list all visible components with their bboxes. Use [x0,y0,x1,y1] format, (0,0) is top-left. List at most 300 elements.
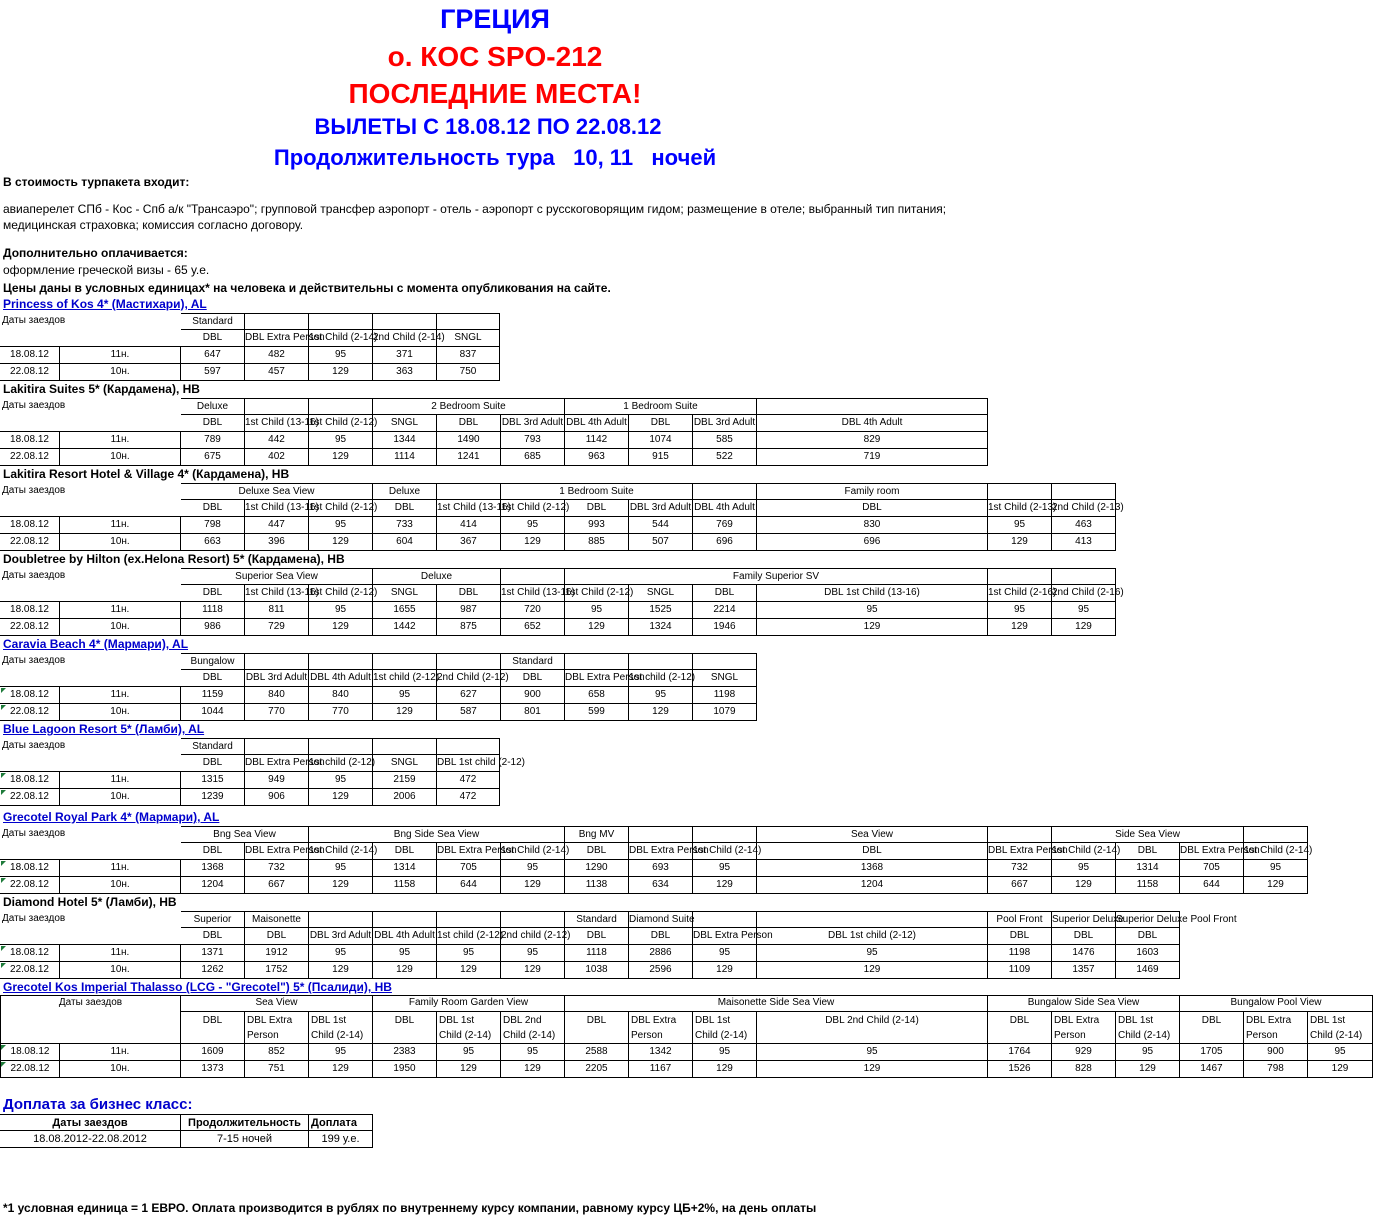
table-cell: 129 [1116,1061,1180,1078]
table-header-cell [0,500,181,517]
table-cell: 693 [629,860,693,877]
cell-marker-icon [1,1062,6,1067]
header-line-1: DBL Extra [631,1015,677,1026]
table-header-cell: DBL [181,585,245,602]
table-cell: 95 [309,602,373,619]
table-header-cell [501,568,565,585]
hotel-title: Doubletree by Hilton (ex.Helona Resort) 5* (Кардамена), HB [3,552,345,566]
table-cell: 129 [1052,619,1116,636]
table-header-cell: DBL [181,670,245,687]
table-header-cell [565,1012,629,1044]
table-cell: 95 [309,860,373,877]
table-header-cell: 1st Child (13-16) [501,585,565,602]
table-cell: 10н. [60,619,181,636]
table-header-cell: 1st Child (2-14) [309,843,373,860]
table-cell: 129 [693,962,757,979]
table-cell: 10н. [60,449,181,466]
table-cell: 95 [1244,860,1308,877]
header-line-2: Person [1246,1030,1278,1041]
table-cell: 798 [1244,1061,1308,1078]
table-cell: 1314 [1116,860,1180,877]
header-line-1: DBL 1st [439,1015,475,1026]
table-cell: 915 [629,449,693,466]
hotel-title: Lakitira Suites 5* (Кардамена), HB [3,382,200,396]
table-cell: 1609 [181,1044,245,1061]
table-header-cell: DBL [181,330,245,347]
table-header-cell [693,1012,757,1044]
table-header-cell: DBL [1116,928,1180,945]
table-cell: 129 [757,1061,988,1078]
table-cell: 129 [629,704,693,721]
table-cell: 18.08.12 [0,945,60,962]
header-line-2: Child (2-14) [311,1030,364,1041]
table-cell: 22.08.12 [0,364,60,381]
table-cell: 129 [1308,1061,1373,1078]
table-header-cell: DBL [373,500,437,517]
table-header-cell: DBL 3rd Adult [309,928,373,945]
cell-marker-icon [1,1045,6,1050]
header-line-1: DBL Extra [1054,1015,1100,1026]
table-cell: 1655 [373,602,437,619]
header-line-1: DBL 1st [1310,1015,1346,1026]
table-header-cell [309,911,373,928]
table-header-cell: 1st Child (2-12) [309,500,373,517]
table-cell: 22.08.12 [0,962,60,979]
header-line-1: DBL [202,1015,223,1026]
table-header-cell [309,653,373,670]
table-cell: 11н. [60,687,181,704]
table-cell: 644 [1180,877,1244,894]
table-header-cell [437,1012,501,1044]
table-cell: 414 [437,517,501,534]
table-cell: 1198 [693,687,757,704]
table-header-cell: Superior [181,911,245,928]
cell-marker-icon [1,773,6,778]
table-cell: 1109 [988,962,1052,979]
table-cell: 11н. [60,602,181,619]
table-header-cell [0,415,181,432]
table-header-cell [0,330,181,347]
included-title: В стоимость турпакета входит: [3,175,190,189]
table-cell: 647 [181,347,245,364]
table-header-cell: 1st Child (2-14) [1052,843,1116,860]
table-cell: 719 [757,449,988,466]
table-cell: 828 [1052,1061,1116,1078]
table-cell: 770 [245,704,309,721]
table-header-cell: SNGL [373,755,437,772]
table-header-cell: DBL Extra Person [693,928,757,945]
header-line-1: DBL [394,1015,415,1026]
table-cell: 685 [501,449,565,466]
header-line-1: DBL [586,1015,607,1026]
table-header-cell: SNGL [437,330,500,347]
table-header-cell [373,911,437,928]
title-country: ГРЕЦИЯ [440,4,550,34]
table-cell: 2006 [373,789,437,806]
table-cell: 1239 [181,789,245,806]
table-cell: 1950 [373,1061,437,1078]
table-cell: 1198 [988,945,1052,962]
table-cell: 129 [693,877,757,894]
header-line-1: DBL [1009,1015,1030,1026]
hotel-title[interactable]: Blue Lagoon Resort 5* (Ламби), AL [3,722,205,736]
table-header-cell [181,1012,245,1044]
table-cell: 1752 [245,962,309,979]
hotel-title[interactable]: Princess of Kos 4* (Мастихари), AL [3,297,207,311]
table-cell: 830 [757,517,988,534]
table-cell: 129 [309,619,373,636]
table-cell: 95 [565,602,629,619]
table-cell: 993 [565,517,629,534]
table-header-cell [693,483,757,500]
table-cell: 1371 [181,945,245,962]
table-header-cell [1052,568,1116,585]
table-header-cell: Pool Front [988,911,1052,928]
table-header-cell: Deluxe [181,398,245,415]
table-cell: 95 [693,1044,757,1061]
table-cell: 442 [245,432,309,449]
table-cell: 1946 [693,619,757,636]
table-header-cell [437,653,501,670]
table-header-cell [0,928,181,945]
table-header-cell: Family room [757,483,988,500]
table-header-cell: DBL Extra Person [245,843,309,860]
table-header-cell: Даты заездов [2,400,66,411]
table-cell: 129 [501,877,565,894]
table-header-cell: DBL 3rd Adult [693,415,757,432]
table-cell: 129 [501,962,565,979]
table-cell: 1705 [1180,1044,1244,1061]
table-cell: 11н. [60,945,181,962]
table-header-cell: 2nd child (2-12) [501,928,565,945]
header-line-1: DBL 1st [311,1015,347,1026]
table-cell: 2596 [629,962,693,979]
table-header-cell: DBL [629,415,693,432]
table-cell: 95 [501,1044,565,1061]
table-header-cell: DBL 4th Adult [373,928,437,945]
table-cell: 2383 [373,1044,437,1061]
table-header-cell: Deluxe [373,568,501,585]
table-cell: 10н. [60,789,181,806]
table-header-cell: 1st Child (2-12) [309,415,373,432]
table-header-cell: SNGL [629,585,693,602]
table-cell: 1074 [629,432,693,449]
table-cell: 129 [988,534,1052,551]
table-header-cell [1052,1012,1116,1044]
table-cell: 1158 [1116,877,1180,894]
table-header-cell: 1st child (2-12) [629,670,693,687]
table-cell: 1912 [245,945,309,962]
table-header-cell: Даты заездов [2,740,66,751]
table-cell: 949 [245,772,309,789]
table-header-cell [693,826,757,843]
table-header-cell: 1 Bedroom Suite [565,398,757,415]
table-cell: 963 [565,449,629,466]
table-cell: 2159 [373,772,437,789]
table-header-cell [373,1012,437,1044]
table-cell: 95 [1052,602,1116,619]
table-header-cell: Даты заездов [2,315,66,326]
table-header-cell: DBL [437,415,501,432]
hotel-title: Diamond Hotel 5* (Ламби), HB [3,895,177,909]
table-cell: 95 [693,860,757,877]
table-cell: 1158 [373,877,437,894]
table-header-cell [0,670,181,687]
table-cell: 900 [501,687,565,704]
table-cell: 587 [437,704,501,721]
table-header-cell: Bungalow Pool View [1180,995,1373,1012]
table-cell: 10н. [60,704,181,721]
business-header-dates: Даты заездов [0,1114,181,1131]
table-header-cell: DBL 1st child (2-12) [757,928,988,945]
table-cell: 1342 [629,1044,693,1061]
cell-marker-icon [1,963,6,968]
table-cell: 129 [309,449,373,466]
table-cell: 652 [501,619,565,636]
table-header-cell: DBL Extra Person [629,843,693,860]
table-header-cell: SNGL [373,585,437,602]
table-cell: 10н. [60,962,181,979]
table-cell: 129 [309,877,373,894]
table-cell: 129 [757,619,988,636]
table-header-cell: DBL [245,928,309,945]
table-cell: 732 [245,860,309,877]
business-cell-price: 199 у.е. [309,1131,373,1148]
table-cell: 95 [1116,1044,1180,1061]
table-header-cell: DBL [988,928,1052,945]
table-header-cell: DBL [629,928,693,945]
table-header-cell [373,313,437,330]
table-cell: 599 [565,704,629,721]
table-cell: 11н. [60,432,181,449]
table-cell: 627 [437,687,501,704]
table-header-cell [309,738,373,755]
table-cell: 95 [309,945,373,962]
table-header-cell: Superior Deluxe [1052,911,1116,928]
table-cell: 1368 [181,860,245,877]
table-header-cell: DBL [565,928,629,945]
table-cell: 1241 [437,449,501,466]
table-cell: 852 [245,1044,309,1061]
table-header-cell: Sea View [181,995,373,1012]
table-cell: 22.08.12 [0,789,60,806]
table-cell: 1344 [373,432,437,449]
table-cell: 129 [757,962,988,979]
table-header-cell: Standard [181,738,245,755]
extra-title: Дополнительно оплачивается: [3,246,188,260]
table-header-cell [373,653,437,670]
table-cell: 482 [245,347,309,364]
table-cell: 798 [181,517,245,534]
table-header-cell: DBL Extra Person [1180,843,1244,860]
table-cell: 413 [1052,534,1116,551]
table-cell: 472 [437,789,500,806]
table-header-cell: DBL [693,585,757,602]
table-cell: 18.08.12 [0,602,60,619]
table-cell: 10н. [60,1061,181,1078]
cell-marker-icon [1,946,6,951]
table-header-cell [988,483,1052,500]
table-cell: 11н. [60,517,181,534]
table-cell: 667 [988,877,1052,894]
table-header-cell: DBL Extra Person [245,330,309,347]
table-header-cell: 1st Child (2-14) [501,843,565,860]
table-cell: 1079 [693,704,757,721]
table-header-cell: DBL 4th Adult [693,500,757,517]
table-header-cell: Standard [181,313,245,330]
table-header-cell [309,313,373,330]
table-header-cell [1180,1012,1244,1044]
table-header-cell: DBL 3rd Adult [629,500,693,517]
table-header-cell [629,653,693,670]
table-header-cell [629,1012,693,1044]
table-header-cell: Bng Side Sea View [309,826,565,843]
table-cell: 129 [309,789,373,806]
table-cell: 929 [1052,1044,1116,1061]
table-cell: 604 [373,534,437,551]
table-cell: 658 [565,687,629,704]
table-cell: 769 [693,517,757,534]
table-cell: 129 [309,534,373,551]
header-line-1: DBL 1st [695,1015,731,1026]
hotel-title: Lakitira Resort Hotel & Village 4* (Кардамена), HB [3,467,290,481]
table-header-cell [1052,483,1116,500]
table-cell: 95 [988,517,1052,534]
table-cell: 129 [373,704,437,721]
table-header-cell: DBL 4th Adult [757,415,988,432]
table-cell: 986 [181,619,245,636]
table-cell: 732 [988,860,1052,877]
cell-marker-icon [1,878,6,883]
table-header-cell [0,843,181,860]
table-header-cell: 1st child (2-12) [437,928,501,945]
table-cell: 2886 [629,945,693,962]
hotel-title[interactable]: Grecotel Royal Park 4* (Мармари), AL [3,810,220,824]
table-header-cell [757,1012,988,1044]
business-header-price: Доплата [309,1114,373,1131]
header-line-2: Child (2-14) [1118,1030,1171,1041]
table-header-cell: Diamond Suite [629,911,693,928]
table-header-cell: SNGL [693,670,757,687]
table-cell: 644 [437,877,501,894]
table-cell: 789 [181,432,245,449]
business-header-duration: Продолжительность [181,1114,309,1131]
table-header-cell: DBL [437,585,501,602]
table-header-cell: DBL [1116,843,1180,860]
table-cell: 900 [1244,1044,1308,1061]
table-header-cell: DBL 3rd Adult [501,415,565,432]
table-cell: 95 [629,687,693,704]
table-cell: 585 [693,432,757,449]
business-cell-dates: 18.08.2012-22.08.2012 [0,1131,181,1148]
table-cell: 22.08.12 [0,534,60,551]
table-cell: 507 [629,534,693,551]
table-cell: 1314 [373,860,437,877]
hotel-title[interactable]: Grecotel Kos Imperial Thalasso (LCG - "Grecotel") 5* (Псалиди), HB [3,980,392,994]
table-header-cell: DBL [565,500,629,517]
cell-marker-icon [1,688,6,693]
table-cell: 987 [437,602,501,619]
table-header-cell: Bungalow [181,653,245,670]
table-header-cell: Deluxe [373,483,437,500]
table-header-cell: Superior Sea View [181,568,373,585]
table-cell: 95 [309,432,373,449]
table-cell: 95 [309,517,373,534]
table-cell: 1159 [181,687,245,704]
table-cell: 1603 [1116,945,1180,962]
table-header-cell [501,911,565,928]
table-cell: 129 [1244,877,1308,894]
header-line-1: DBL Extra [247,1015,293,1026]
table-cell: 10н. [60,534,181,551]
table-cell: 129 [693,1061,757,1078]
header-line-2: Child (2-14) [1310,1030,1363,1041]
table-header-cell: Даты заездов [2,570,66,581]
included-line-2: медицинская страховка; комиссия согласно договору. [3,218,304,232]
table-cell: 95 [757,945,988,962]
table-cell: 129 [501,1061,565,1078]
table-cell: 1038 [565,962,629,979]
table-cell: 95 [501,945,565,962]
table-cell: 667 [245,877,309,894]
table-cell: 129 [309,364,373,381]
hotel-title[interactable]: Caravia Beach 4* (Мармари), AL [3,637,189,651]
header-line-2: Person [247,1030,279,1041]
table-cell: 1138 [565,877,629,894]
table-header-cell: 2nd Child (2-13) [1052,500,1116,517]
table-cell: 2205 [565,1061,629,1078]
table-header-cell: DBL Extra Person [988,843,1052,860]
table-cell: 363 [373,364,437,381]
table-cell: 22.08.12 [0,1061,60,1078]
table-header-cell [629,826,693,843]
table-header-cell: DBL [565,843,629,860]
table-header-cell [309,398,373,415]
table-header-cell [565,653,629,670]
table-cell: 1525 [629,602,693,619]
table-cell: 793 [501,432,565,449]
table-header-cell: Family Superior SV [565,568,988,585]
table-header-cell: 1st Child (13-16) [245,585,309,602]
table-cell: 1357 [1052,962,1116,979]
table-cell: 129 [501,534,565,551]
table-cell: 18.08.12 [0,772,60,789]
table-cell: 447 [245,517,309,534]
table-header-cell: 1st Child (13-16) [245,415,309,432]
table-cell: 1373 [181,1061,245,1078]
table-cell: 463 [1052,517,1116,534]
table-header-cell [309,1012,373,1044]
table-header-cell: 1st Child (2-14) [1244,843,1308,860]
table-cell: 829 [757,432,988,449]
table-cell: 1324 [629,619,693,636]
table-cell: 751 [245,1061,309,1078]
table-header-cell: 2nd Child (2-12) [437,670,501,687]
table-cell: 1262 [181,962,245,979]
table-header-cell: DBL [181,500,245,517]
table-header-cell: DBL [501,670,565,687]
header-line-2: Child (2-14) [503,1030,556,1041]
table-cell: 1526 [988,1061,1052,1078]
table-cell: 129 [309,962,373,979]
table-header-cell: Maisonette Side Sea View [565,995,988,1012]
footnote: *1 условная единица = 1 ЕВРО. Оплата производится в рублях по внутреннему курсу компании, равному курсу ЦБ+2%, на день оплаты [3,1201,817,1215]
table-header-cell [988,826,1052,843]
table-cell: 733 [373,517,437,534]
table-cell: 129 [565,619,629,636]
table-header-cell [245,653,309,670]
cell-marker-icon [1,790,6,795]
